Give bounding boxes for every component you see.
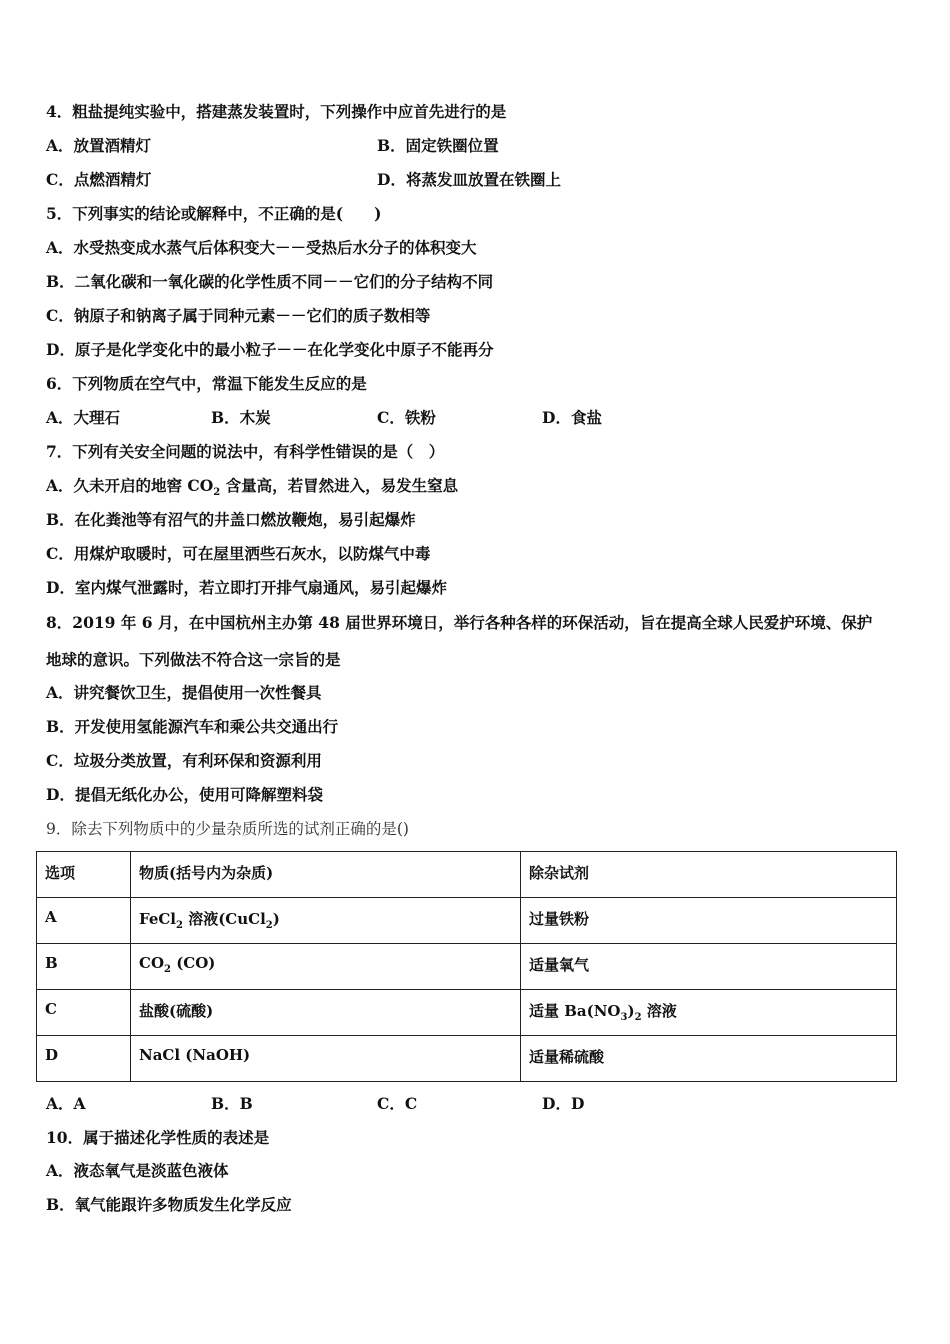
- table-cell-reagent: 过量铁粉: [521, 898, 897, 944]
- q5-stem: 5．下列事实的结论或解释中，不正确的是( ): [46, 204, 382, 223]
- table-cell-option: B: [37, 944, 131, 990]
- q5-option-a: A．水受热变成水蒸气后体积变大－－受热后水分子的体积变大: [46, 238, 477, 257]
- q4-option-b: B．固定铁圈位置: [377, 136, 499, 155]
- q6-option-b: B．木炭: [211, 408, 271, 427]
- q4-stem: 4．粗盐提纯实验中，搭建蒸发装置时，下列操作中应首先进行的是: [46, 102, 507, 121]
- q8-option-a: A．讲究餐饮卫生，提倡使用一次性餐具: [46, 683, 322, 702]
- q7-option-b: B．在化粪池等有沼气的井盖口燃放鞭炮，易引起爆炸: [46, 510, 416, 529]
- table-row: [37, 990, 897, 1036]
- q8-option-b: B．开发使用氢能源汽车和乘公共交通出行: [46, 717, 339, 736]
- q6-stem: 6．下列物质在空气中，常温下能发生反应的是: [46, 374, 367, 393]
- table-cell-option: D: [37, 1036, 131, 1082]
- q9-option-a: A．A: [46, 1094, 86, 1113]
- q8-option-c: C．垃圾分类放置，有利环保和资源利用: [46, 751, 322, 770]
- q7-option-d: D．室内煤气泄露时，若立即打开排气扇通风，易引起爆炸: [46, 578, 447, 597]
- q8-stem-line2: 地球的意识。下列做法不符合这一宗旨的是: [46, 650, 341, 669]
- q10-stem: 10．属于描述化学性质的表述是: [46, 1128, 270, 1147]
- q9-option-d: D．D: [542, 1094, 585, 1113]
- table-cell-reagent: 适量 $Ba(NO_3)_2$ 溶液: [521, 990, 897, 1036]
- table-header-row: [37, 852, 897, 898]
- q7-option-c: C．用煤炉取暖时，可在屋里洒些石灰水，以防煤气中毒: [46, 544, 431, 563]
- q4-option-a: A．放置酒精灯: [46, 136, 152, 155]
- table-header: 除杂试剂: [521, 852, 897, 898]
- q8-option-d: D．提倡无纸化办公，使用可降解塑料袋: [46, 785, 323, 804]
- table-header: 选项: [37, 852, 131, 898]
- table-row: [37, 1036, 897, 1082]
- table-cell-option: C: [37, 990, 131, 1036]
- q4-option-d: D．将蒸发皿放置在铁圈上: [377, 170, 561, 189]
- table-row: [37, 944, 897, 990]
- q7-stem: 7．下列有关安全问题的说法中，有科学性错误的是（ ）: [46, 442, 445, 461]
- table-cell-reagent: 适量氧气: [521, 944, 897, 990]
- q9-option-b: B．B: [211, 1094, 253, 1113]
- q10-option-a: A．液态氧气是淡蓝色液体: [46, 1161, 229, 1180]
- table-row: [37, 898, 897, 944]
- q6-option-d: D．食盐: [542, 408, 602, 427]
- q9-table: [36, 851, 897, 1082]
- table-cell-substance: $CO_2$ (CO): [131, 944, 521, 990]
- q5-option-b: B．二氧化碳和一氧化碳的化学性质不同－－它们的分子结构不同: [46, 272, 494, 291]
- q7-option-a: A．久未开启的地窖 $CO_2$ 含量高，若冒然进入，易发生窒息: [46, 476, 459, 499]
- table-cell-reagent: 适量稀硫酸: [521, 1036, 897, 1082]
- q5-option-c: C．钠原子和钠离子属于同种元素－－它们的质子数相等: [46, 306, 431, 325]
- q6-option-c: C．铁粉: [377, 408, 436, 427]
- q4-option-c: C．点燃酒精灯: [46, 170, 152, 189]
- q9-stem: 9．除去下列物质中的少量杂质所选的试剂正确的是(): [46, 820, 409, 838]
- table-cell-substance: NaCl (NaOH): [131, 1036, 521, 1082]
- table-cell-option: A: [37, 898, 131, 944]
- q6-option-a: A．大理石: [46, 408, 121, 427]
- table-cell-substance: FeCl$_2$ 溶液(CuCl$_2$): [131, 898, 521, 944]
- q9-option-c: C．C: [377, 1094, 418, 1113]
- q5-option-d: D．原子是化学变化中的最小粒子－－在化学变化中原子不能再分: [46, 340, 494, 359]
- q10-option-b: B．氧气能跟许多物质发生化学反应: [46, 1195, 292, 1214]
- q8-stem-line1: 8．2019 年 6 月，在中国杭州主办第 48 届世界环境日，举行各种各样的环保活动，旨在提高全球人民爱护环境、保护: [46, 613, 873, 632]
- table-cell-substance: 盐酸(硫酸): [131, 990, 521, 1036]
- table-header: 物质(括号内为杂质): [131, 852, 521, 898]
